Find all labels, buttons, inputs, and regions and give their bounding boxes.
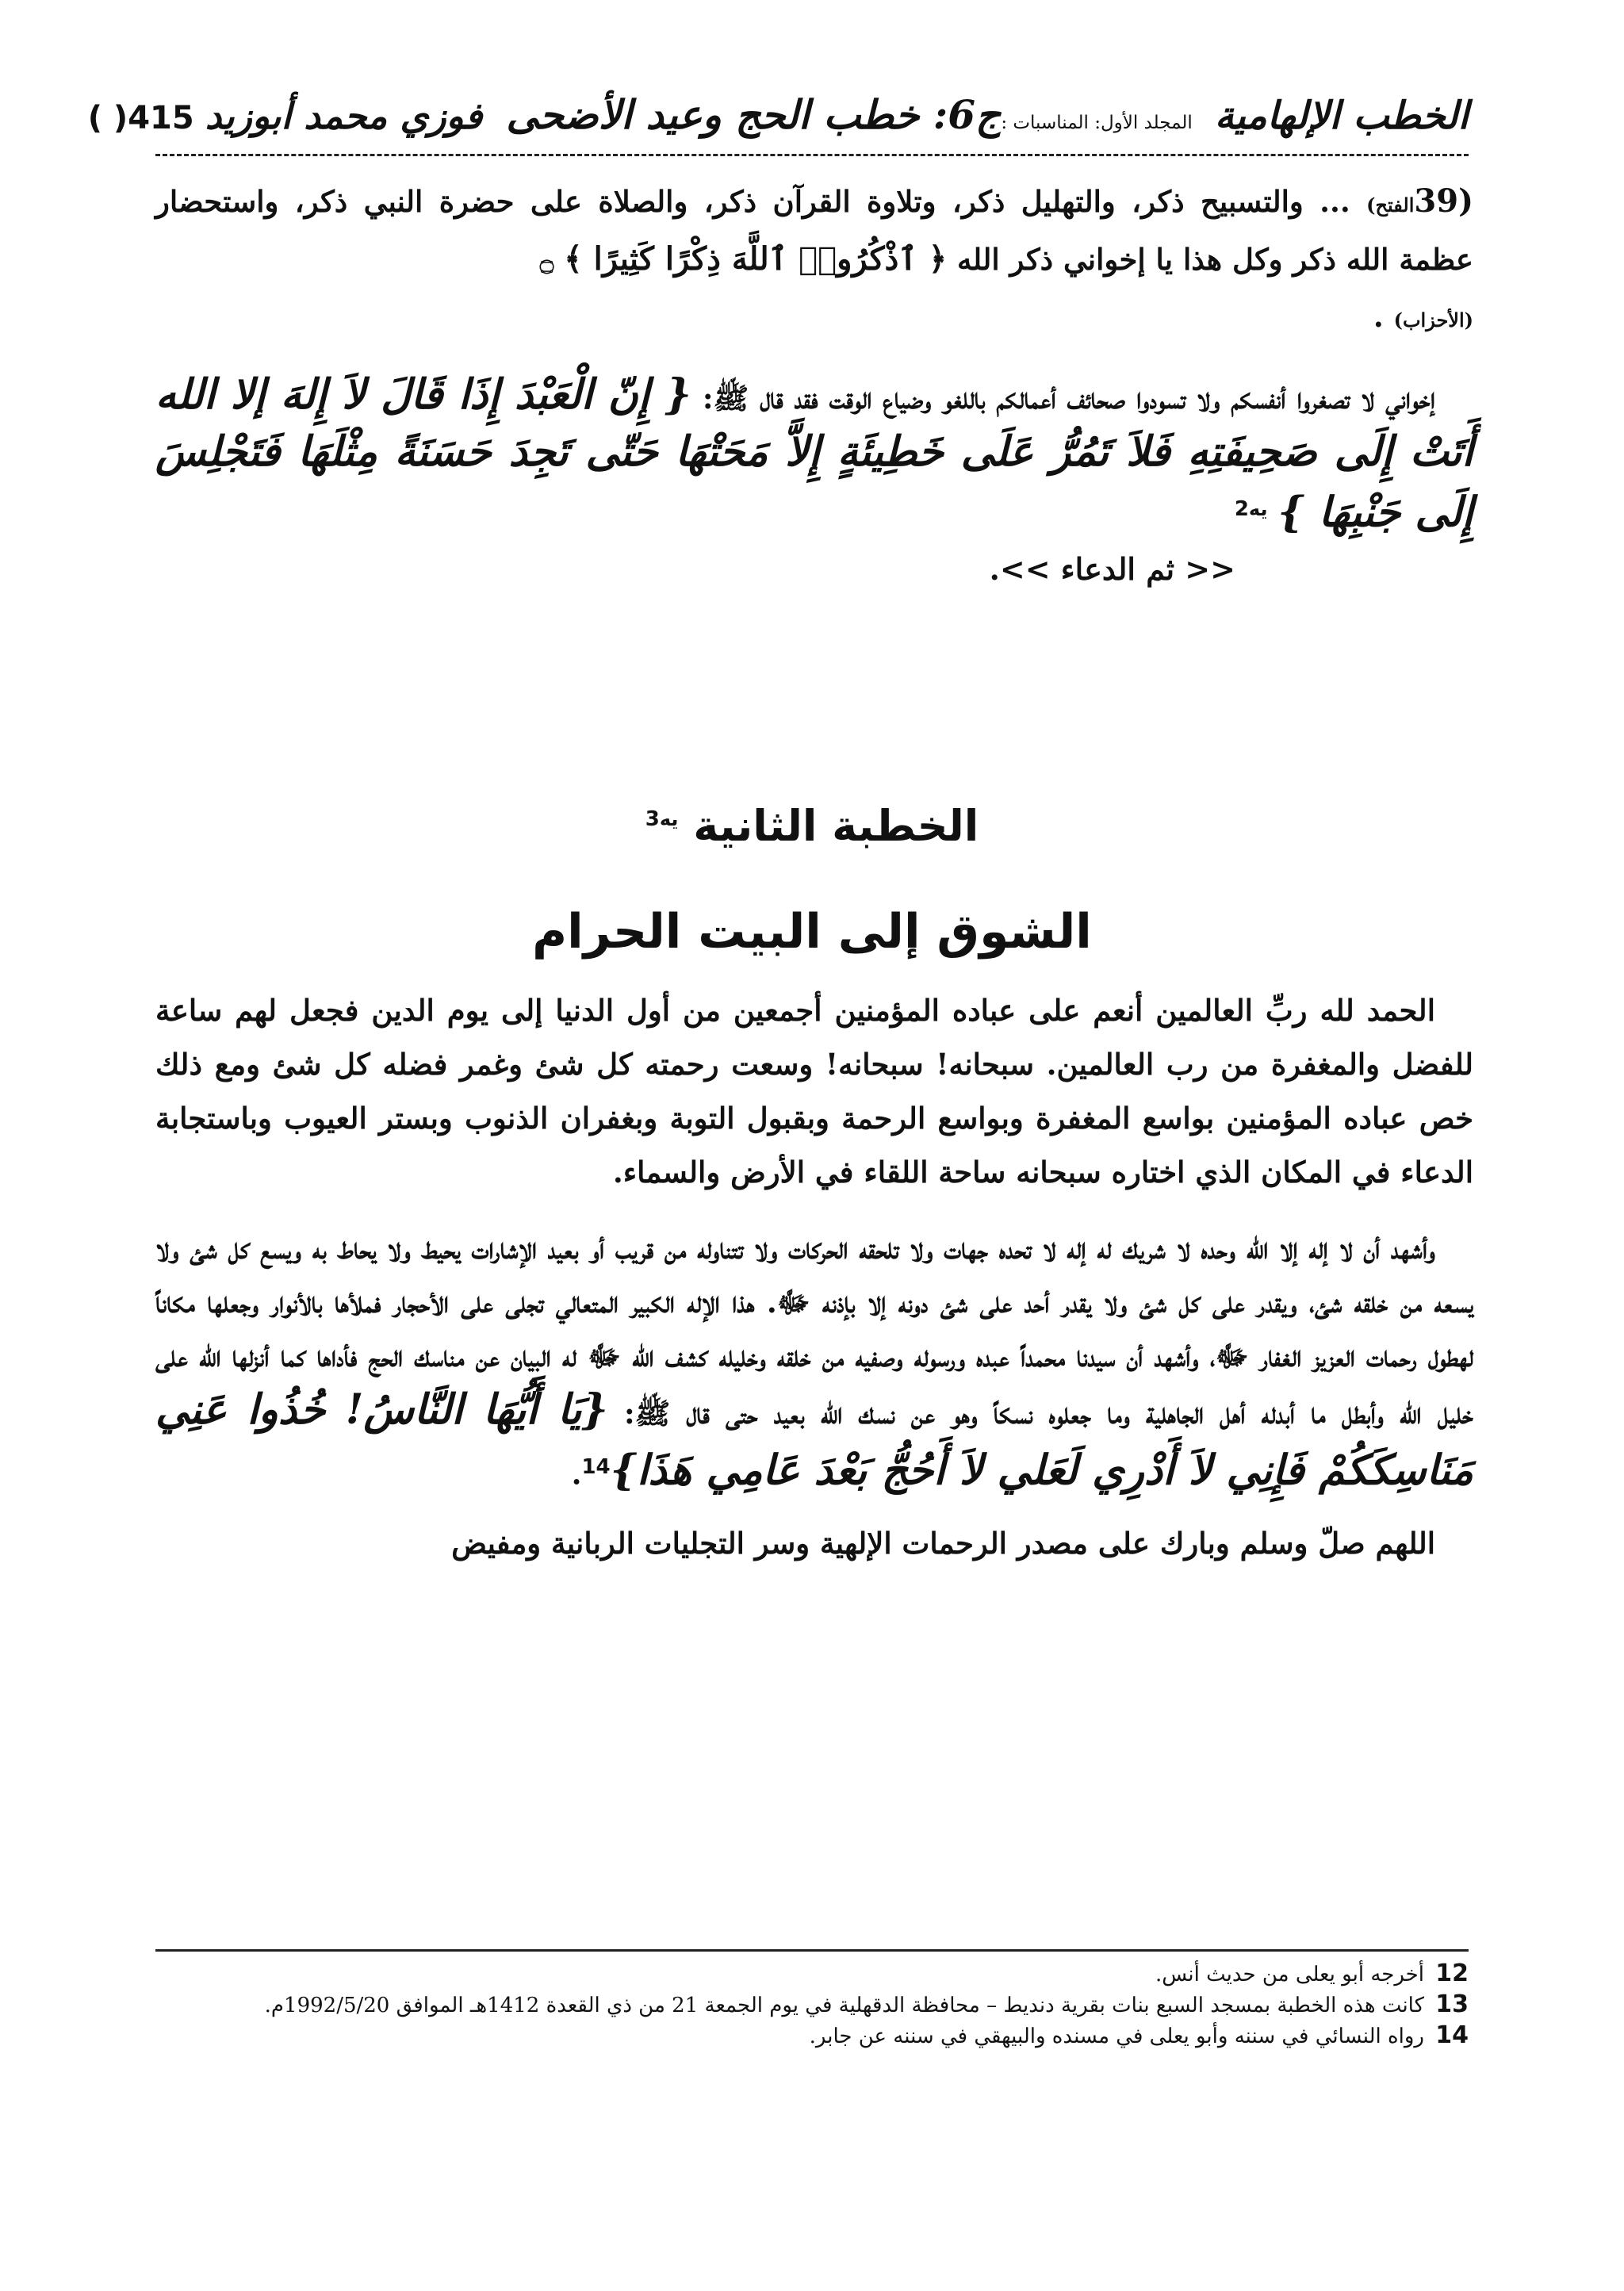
sermon-heading xyxy=(0,801,1624,851)
footnote-item xyxy=(155,1959,1469,1990)
footnote-prefix-icon: يه xyxy=(659,808,679,830)
footnote-marker xyxy=(645,807,679,831)
quran-verse: ﴿ ٱذْكُرُوا۟ ٱللَّهَ ذِكْرًا كَثِيرًا ﴾ xyxy=(564,240,948,278)
paragraph-text: وأشهد أن لا إله إلا الله وحده لا شريك له إله لا تحده جهات ولا تلحقه الحركات ولا تتناوله من قريب أو بعيد الإشارات يحيط ولا يحاط به ويسع كل شئ ولا يسعه من خلقه شئ، ويقدر على كل شئ ولا يقدر أحد على شئ دونه إلا بإذنه ﷻ. هذا الإله الكبير المتعالي تجلى على الأحجار فملأها بالأنوار وجعلها مكاناً لهطول رحمات العزيز الغفار ﷻ، وأشهد أن سيدنا محمداً عبده ورسوله وصفيه من خلقه وخليله كشف الله ﷻ له البيان عن مناسك الحج فأداها كما أنزلها الله على خليل الله وأبطل ما أبدله أهل الجاهلية وما جعلوه نسكاً وهو عن نسك الله بعيد حتى قال ﷺ: xyxy=(155,1231,1474,1431)
footnote-ref: 14 xyxy=(581,1455,611,1479)
hadith-quote: { إِنّ الْعَبْدَ إِذَا قَالَ لاَ إِلهَ إلا الله أَتَتْ إِلَى صَحِيفَتِهِ فَلاَ تَمُرُّ عَلَى خَطِيئَةٍ إِلاَّ مَحَتْهَا حَتّى تَجِدَ حَسَنَةً مِثْلَهَا فَتَجْلِسَ إِلَى جَنْبِهَا } xyxy=(155,370,1473,537)
volume-label: المجلد الأول: المناسبات : xyxy=(1001,113,1193,133)
footnote-number: 13 xyxy=(1435,1990,1469,2018)
footnote-ref: 3 xyxy=(645,807,660,831)
sermon-subtitle: الشوق إلى البيت الحرام xyxy=(532,904,1092,960)
dua-line xyxy=(155,542,1473,596)
footnote-prefix-icon: يه xyxy=(1248,498,1268,520)
dua-text: << ثم الدعاء >>. xyxy=(989,551,1235,588)
footnote-item xyxy=(155,1990,1469,2021)
footnote-divider xyxy=(155,1949,1469,1952)
paragraph-text: إخواني لا تصغروا أنفسكم ولا تسودوا صحائف أعمالكم باللغو وضياع الوقت فقد قال ﷺ: xyxy=(702,381,1435,416)
footnote-marker xyxy=(1235,497,1268,521)
surah-reference: (الأحزاب) xyxy=(1393,308,1473,331)
footnote-ref: 2 xyxy=(1234,497,1249,521)
surah-reference: الفتح) xyxy=(1366,193,1415,216)
paragraph-testimony xyxy=(155,1221,1473,1500)
header-divider xyxy=(155,154,1469,156)
page-number: 415( ) xyxy=(87,100,194,136)
verse-end-icon: ۝ xyxy=(539,248,554,276)
paragraph-salawat: اللهم صلّ وسلم وبارك على مصدر الرحمات الإلهية وسر التجليات الربانية ومفيض xyxy=(451,1526,1435,1561)
footnote-text: كانت هذه الخطبة بمسجد السبع بنات بقرية دنديط – محافظة الدقهلية في يوم الجمعة 21 من ذي القعدة 1412هـ الموافق 1992/5/20م. xyxy=(264,1994,1424,2017)
paragraph-end: . xyxy=(1373,299,1394,334)
footnote-text: أخرجه أبو يعلى من حديث أنس. xyxy=(1155,1963,1424,1986)
page-body xyxy=(155,174,1473,596)
paragraph-text: ... والتسبيح ذكر، والتهليل ذكر، وتلاوة القرآن ذكر، والصلاة على حضرة النبي ذكر، واستحضار عظمة الله ذكر وكل هذا يا إخواني ذكر الله xyxy=(155,184,1473,277)
author-name: فوزي محمد أبوزيد xyxy=(205,94,483,137)
sermon-title: الخطبة الثانية xyxy=(693,801,979,851)
footnote-text: رواه النسائي في سننه وأبو يعلى في مسنده والبيهقي في سننه عن جابر. xyxy=(809,2025,1424,2048)
verse-number: (39 xyxy=(1414,182,1473,220)
sermon-body xyxy=(155,983,1473,1570)
paragraph-end: . xyxy=(571,1456,582,1492)
paragraph-hadith-intro xyxy=(155,368,1473,542)
footnote-number: 14 xyxy=(1435,2021,1469,2049)
footnotes xyxy=(155,1959,1469,2052)
part-title: ج6: خطب الحج وعيد الأضحى xyxy=(506,91,1002,138)
series-title: الخطب الإلهامية xyxy=(1214,94,1469,138)
footnote-item xyxy=(155,2021,1469,2052)
footnote-number: 12 xyxy=(1435,1960,1469,1987)
paragraph-remembrance xyxy=(155,174,1473,347)
hadith-quote: {يَا أَيُّهَا النَّاسُ! خُذُوا عَنِي مَنَاسِكَكُمْ فَإِنِي لاَ أَدْرِي لَعَلي لاَ أَحُجُّ بَعْدَ عَامِي هَذَا} xyxy=(155,1385,1473,1495)
running-header xyxy=(87,91,1469,147)
paragraph-praise: الحمد لله ربِّ العالمين أنعم على عباده المؤمنين أجمعين من أول الدنيا إلى يوم الدين فجعل لهم ساعة للفضل والمغفرة من رب العالمين. سبحانه! سبحانه! وسعت رحمته كل شئ وغمر فضله كل شئ ومع ذلك خص عباده المؤمنين بواسع المغفرة وبواسع الرحمة وبقبول التوبة وبغفران الذنوب وبستر العيوب وباستجابة الدعاء في المكان الذي اختاره سبحانه ساحة اللقاء في الأرض والسماء. xyxy=(155,993,1473,1190)
